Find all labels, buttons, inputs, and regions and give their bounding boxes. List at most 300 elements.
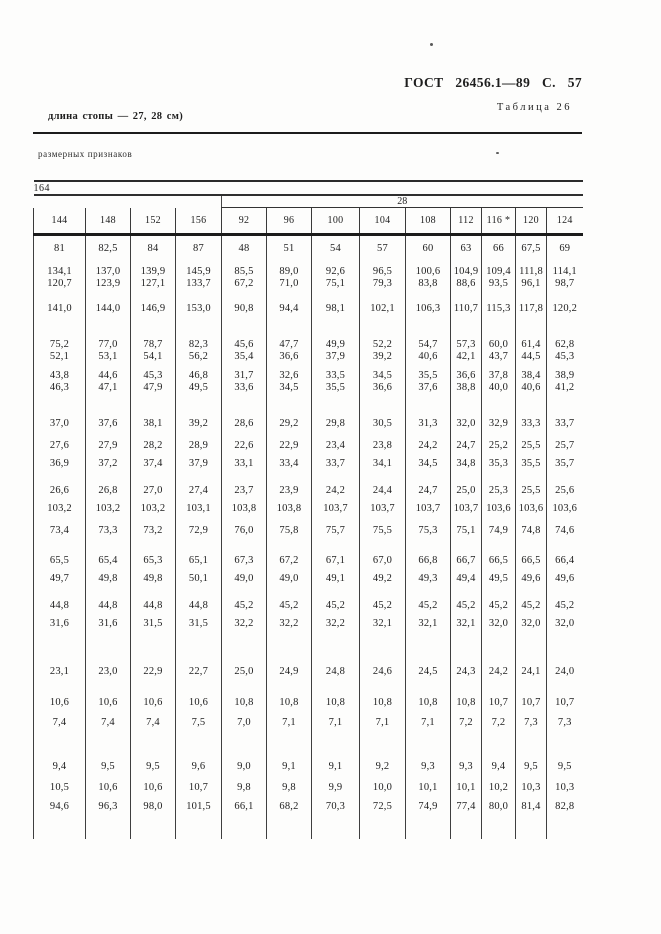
table-cell: 43,7 <box>482 351 516 363</box>
table-cell: 123,9 <box>86 278 131 290</box>
table-cell: 32,1 <box>451 612 482 630</box>
table-cell: 27,6 <box>34 430 86 452</box>
table-cell: 65,3 <box>131 537 176 567</box>
table-cell: 62,8 <box>547 315 583 351</box>
table-cell: 144,0 <box>86 290 131 315</box>
table-cell: 25,7 <box>547 430 583 452</box>
table-cell: 85,5 <box>222 255 267 278</box>
table-cell: 26,8 <box>86 470 131 497</box>
table-cell: 32,1 <box>406 612 451 630</box>
table-cell: 67,3 <box>222 537 267 567</box>
table-cell: 10,2 <box>482 773 516 794</box>
table-cell: 10,8 <box>360 678 406 709</box>
table-cell: 38,8 <box>451 382 482 394</box>
table-cell: 35,4 <box>222 351 267 363</box>
table-cell: 37,6 <box>86 394 131 430</box>
column-header-row <box>34 208 583 235</box>
table-cell: 60,0 <box>482 315 516 351</box>
table-cell: 25,5 <box>516 430 547 452</box>
table-cell: 74,9 <box>482 515 516 537</box>
table-cell: 47,9 <box>131 382 176 394</box>
table-cell: 133,7 <box>176 278 222 290</box>
table-cell: 33,7 <box>547 394 583 430</box>
table-row <box>34 363 583 382</box>
table-cell: 9,5 <box>131 729 176 773</box>
table-cell: 98,0 <box>131 794 176 813</box>
table-cell: 33,7 <box>312 452 360 470</box>
table-cell: 27,0 <box>131 470 176 497</box>
table-cell: 28,6 <box>222 394 267 430</box>
table-cell: 100,6 <box>406 255 451 278</box>
table-cell: 35,5 <box>516 452 547 470</box>
table-cell: 103,6 <box>547 497 583 515</box>
table-cell: 50,1 <box>176 567 222 585</box>
table-cell: 101,5 <box>176 794 222 813</box>
table-cell-empty <box>312 813 360 839</box>
table-cell: 22,9 <box>131 630 176 678</box>
table-cell: 82,5 <box>86 235 131 256</box>
table-cell: 103,8 <box>222 497 267 515</box>
table-cell: 31,5 <box>131 612 176 630</box>
table-cell: 47,7 <box>267 315 312 351</box>
table-cell: 96,5 <box>360 255 406 278</box>
table-cell: 9,4 <box>482 729 516 773</box>
table-cell: 24,1 <box>516 630 547 678</box>
table-cell: 52,1 <box>34 351 86 363</box>
table-cell: 114,1 <box>547 255 583 278</box>
table-cell: 10,0 <box>360 773 406 794</box>
table-cell: 47,1 <box>86 382 131 394</box>
table-cell: 23,1 <box>34 630 86 678</box>
table-cell: 117,8 <box>516 290 547 315</box>
table-cell: 69 <box>547 235 583 256</box>
table-cell: 24,6 <box>360 630 406 678</box>
table-cell: 24,9 <box>267 630 312 678</box>
table-cell-empty <box>86 813 131 839</box>
span-header-row-height <box>34 181 583 195</box>
table-cell: 65,5 <box>34 537 86 567</box>
table-cell: 120,7 <box>34 278 86 290</box>
table-cell: 109,4 <box>482 255 516 278</box>
column-header-120: 120 <box>516 208 547 235</box>
column-header-144: 144 <box>34 208 86 235</box>
table-cell: 72,5 <box>360 794 406 813</box>
table-cell: 24,0 <box>547 630 583 678</box>
table-cell: 49,8 <box>86 567 131 585</box>
table-cell: 32,2 <box>267 612 312 630</box>
table-cell: 42,1 <box>451 351 482 363</box>
table-cell: 10,8 <box>312 678 360 709</box>
table-cell: 23,0 <box>86 630 131 678</box>
table-cell: 7,2 <box>482 709 516 729</box>
table-cell: 45,6 <box>222 315 267 351</box>
table-cell: 94,4 <box>267 290 312 315</box>
table-cell: 103,7 <box>360 497 406 515</box>
table-cell: 103,7 <box>406 497 451 515</box>
table-cell: 141,0 <box>34 290 86 315</box>
table-row <box>34 794 583 813</box>
table-cell: 88,6 <box>451 278 482 290</box>
table-cell: 10,1 <box>451 773 482 794</box>
table-cell: 9,5 <box>516 729 547 773</box>
table-cell: 63 <box>451 235 482 256</box>
table-cell: 7,4 <box>86 709 131 729</box>
table-row <box>34 729 583 773</box>
table-cell: 49,5 <box>482 567 516 585</box>
table-cell: 10,6 <box>131 678 176 709</box>
table-cell: 153,0 <box>176 290 222 315</box>
span-header-28: 28 <box>222 195 583 208</box>
table-cell: 40,6 <box>516 382 547 394</box>
table-cell: 74,9 <box>406 794 451 813</box>
table-cell: 37,9 <box>176 452 222 470</box>
table-cell: 9,4 <box>34 729 86 773</box>
table-row <box>34 773 583 794</box>
table-cell: 44,8 <box>86 585 131 612</box>
table-cell: 25,0 <box>222 630 267 678</box>
table-cell: 30,5 <box>360 394 406 430</box>
table-cell-empty <box>516 813 547 839</box>
table-cell: 77,0 <box>86 315 131 351</box>
gost-page-header: ГОСТ 26456.1—89 С. 57 <box>404 75 582 90</box>
table-cell: 32,2 <box>222 612 267 630</box>
table-cell: 51 <box>267 235 312 256</box>
table-cell: 57,3 <box>451 315 482 351</box>
table-cell: 7,5 <box>176 709 222 729</box>
table-cell: 10,7 <box>482 678 516 709</box>
table-cell: 45,2 <box>312 585 360 612</box>
table-cell: 31,5 <box>176 612 222 630</box>
table-cell: 120,2 <box>547 290 583 315</box>
table-cell: 31,3 <box>406 394 451 430</box>
table-cell: 34,1 <box>360 452 406 470</box>
table-cell: 48 <box>222 235 267 256</box>
table-cell: 31,7 <box>222 363 267 382</box>
table-cell: 45,2 <box>451 585 482 612</box>
span-header-empty <box>34 195 222 208</box>
table-cell: 57 <box>360 235 406 256</box>
table-cell: 103,1 <box>176 497 222 515</box>
table-cell: 7,1 <box>360 709 406 729</box>
table-cell: 103,7 <box>451 497 482 515</box>
table-cell-empty <box>360 813 406 839</box>
table-cell: 84 <box>131 235 176 256</box>
table-cell: 7,3 <box>516 709 547 729</box>
table-cell: 35,3 <box>482 452 516 470</box>
table-row <box>34 709 583 729</box>
table-cell: 65,4 <box>86 537 131 567</box>
table-cell: 9,6 <box>176 729 222 773</box>
table-cell: 75,1 <box>451 515 482 537</box>
table-cell: 103,6 <box>516 497 547 515</box>
table-cell: 145,9 <box>176 255 222 278</box>
table-cell: 79,3 <box>360 278 406 290</box>
table-cell: 106,3 <box>406 290 451 315</box>
table-cell: 7,4 <box>34 709 86 729</box>
table-cell: 45,2 <box>406 585 451 612</box>
table-cell: 93,5 <box>482 278 516 290</box>
table-cell: 82,8 <box>547 794 583 813</box>
column-header-152: 152 <box>131 208 176 235</box>
table-cell: 34,5 <box>406 452 451 470</box>
table-row <box>34 470 583 497</box>
table-cell: 24,2 <box>312 470 360 497</box>
scan-speck <box>496 152 499 154</box>
table-cell: 67,2 <box>222 278 267 290</box>
table-cell: 9,9 <box>312 773 360 794</box>
table-cell: 29,8 <box>312 394 360 430</box>
table-cell: 37,6 <box>406 382 451 394</box>
table-cell-empty <box>34 813 86 839</box>
table-cell: 37,0 <box>34 394 86 430</box>
table-cell: 111,8 <box>516 255 547 278</box>
table-cell: 49,8 <box>131 567 176 585</box>
table-cell: 45,2 <box>267 585 312 612</box>
table-cell: 67,2 <box>267 537 312 567</box>
table-cell: 23,8 <box>360 430 406 452</box>
table-row <box>34 537 583 567</box>
table-cell: 9,5 <box>547 729 583 773</box>
table-cell: 44,8 <box>176 585 222 612</box>
table-cell: 32,0 <box>547 612 583 630</box>
column-header-92: 92 <box>222 208 267 235</box>
table-cell: 66,1 <box>222 794 267 813</box>
table-cell: 137,0 <box>86 255 131 278</box>
column-header-124: 124 <box>547 208 583 235</box>
table-row <box>34 430 583 452</box>
table-cell: 89,0 <box>267 255 312 278</box>
table-cell: 49,9 <box>312 315 360 351</box>
table-cell: 34,5 <box>267 382 312 394</box>
table-cell: 10,7 <box>516 678 547 709</box>
table-cell: 134,1 <box>34 255 86 278</box>
table-cell: 38,1 <box>131 394 176 430</box>
table-cell: 10,5 <box>34 773 86 794</box>
table-cell: 38,9 <box>547 363 583 382</box>
table-row <box>34 290 583 315</box>
table-cell: 7,1 <box>406 709 451 729</box>
table-cell: 52,2 <box>360 315 406 351</box>
table-cell: 7,3 <box>547 709 583 729</box>
table-cell: 75,3 <box>406 515 451 537</box>
table-cell: 10,1 <box>406 773 451 794</box>
table-cell-empty <box>482 813 516 839</box>
table-cell: 33,1 <box>222 452 267 470</box>
table-cell: 10,6 <box>34 678 86 709</box>
table-cell: 24,2 <box>482 630 516 678</box>
table-cell: 44,5 <box>516 351 547 363</box>
table-cell: 127,1 <box>131 278 176 290</box>
table-cell: 24,5 <box>406 630 451 678</box>
scan-speck <box>430 43 433 46</box>
table-cell: 74,6 <box>547 515 583 537</box>
table-cell: 103,2 <box>131 497 176 515</box>
table-cell: 49,2 <box>360 567 406 585</box>
table-cell: 44,6 <box>86 363 131 382</box>
table-cell: 32,0 <box>482 612 516 630</box>
table-cell: 23,4 <box>312 430 360 452</box>
table-cell: 10,7 <box>547 678 583 709</box>
table-cell: 10,6 <box>86 773 131 794</box>
table-cell: 7,1 <box>312 709 360 729</box>
table-cell: 32,1 <box>360 612 406 630</box>
table-cell: 10,6 <box>86 678 131 709</box>
table-cell: 104,9 <box>451 255 482 278</box>
table-cell: 103,7 <box>312 497 360 515</box>
table-cell-empty <box>451 813 482 839</box>
table-cell: 73,2 <box>131 515 176 537</box>
table-cell: 49,4 <box>451 567 482 585</box>
table-cell: 66,5 <box>482 537 516 567</box>
table-caption: Таблица 26 <box>496 102 572 113</box>
table-cell: 73,3 <box>86 515 131 537</box>
table-cell: 96,1 <box>516 278 547 290</box>
table-cell: 49,6 <box>547 567 583 585</box>
table-cell: 10,6 <box>131 773 176 794</box>
table-cell: 36,6 <box>360 382 406 394</box>
table-cell-empty <box>176 813 222 839</box>
table-cell: 34,8 <box>451 452 482 470</box>
table-row <box>34 630 583 678</box>
table-cell: 23,9 <box>267 470 312 497</box>
table-cell: 28,9 <box>176 430 222 452</box>
table-cell: 24,2 <box>406 430 451 452</box>
table-cell: 56,2 <box>176 351 222 363</box>
table-cell: 39,2 <box>176 394 222 430</box>
table-cell: 66,5 <box>516 537 547 567</box>
column-note-fragment: размерных признаков <box>38 149 133 159</box>
table-cell: 28,2 <box>131 430 176 452</box>
table-cell: 44,8 <box>131 585 176 612</box>
table-cell-empty <box>222 813 267 839</box>
table-cell: 103,2 <box>86 497 131 515</box>
table-row <box>34 515 583 537</box>
table-cell: 25,6 <box>547 470 583 497</box>
table-cell: 65,1 <box>176 537 222 567</box>
table-cell: 25,0 <box>451 470 482 497</box>
table-cell: 76,0 <box>222 515 267 537</box>
table-cell: 35,5 <box>312 382 360 394</box>
table-cell-empty <box>131 813 176 839</box>
table-cell: 33,4 <box>267 452 312 470</box>
table-cell: 87 <box>176 235 222 256</box>
table-cell-empty <box>406 813 451 839</box>
column-header-100: 100 <box>312 208 360 235</box>
table-cell: 72,9 <box>176 515 222 537</box>
table-cell: 22,9 <box>267 430 312 452</box>
table-cell: 25,5 <box>516 470 547 497</box>
table-cell: 75,1 <box>312 278 360 290</box>
table-cell: 60 <box>406 235 451 256</box>
table-cell: 32,0 <box>451 394 482 430</box>
table-title-fragment: длина стопы — 27, 28 см) <box>48 111 183 122</box>
table-cell: 10,8 <box>406 678 451 709</box>
table-cell: 71,0 <box>267 278 312 290</box>
table-cell: 33,6 <box>222 382 267 394</box>
table-cell: 75,8 <box>267 515 312 537</box>
table-cell: 44,8 <box>34 585 86 612</box>
table-cell-empty <box>267 813 312 839</box>
table-cell: 9,5 <box>86 729 131 773</box>
table-cell: 66,7 <box>451 537 482 567</box>
table-cell: 26,6 <box>34 470 86 497</box>
table-row <box>34 382 583 394</box>
table-cell: 81,4 <box>516 794 547 813</box>
table-cell: 77,4 <box>451 794 482 813</box>
table-row <box>34 278 583 290</box>
table-cell: 103,8 <box>267 497 312 515</box>
table-cell: 40,6 <box>406 351 451 363</box>
table-cell: 81 <box>34 235 86 256</box>
table-row <box>34 585 583 612</box>
table-cell: 66,4 <box>547 537 583 567</box>
table-cell: 37,4 <box>131 452 176 470</box>
table-cell: 49,1 <box>312 567 360 585</box>
table-cell: 49,0 <box>222 567 267 585</box>
table-cell: 10,6 <box>176 678 222 709</box>
table-cell: 22,6 <box>222 430 267 452</box>
table-cell: 46,3 <box>34 382 86 394</box>
table-cell: 7,4 <box>131 709 176 729</box>
table-row <box>34 235 583 256</box>
table-cell: 9,1 <box>312 729 360 773</box>
table-cell: 49,3 <box>406 567 451 585</box>
table-cell: 24,3 <box>451 630 482 678</box>
table-cell: 94,6 <box>34 794 86 813</box>
table-cell: 9,2 <box>360 729 406 773</box>
table-cell: 146,9 <box>131 290 176 315</box>
table-cell: 66 <box>482 235 516 256</box>
table-row <box>34 351 583 363</box>
table-cell: 32,0 <box>516 612 547 630</box>
table-cell: 92,6 <box>312 255 360 278</box>
table-cell: 35,7 <box>547 452 583 470</box>
table-cell: 10,3 <box>547 773 583 794</box>
table-cell: 24,4 <box>360 470 406 497</box>
table-cell: 66,8 <box>406 537 451 567</box>
table-cell: 54,1 <box>131 351 176 363</box>
table-cell: 9,3 <box>406 729 451 773</box>
table-cell: 103,2 <box>34 497 86 515</box>
table-cell: 25,2 <box>482 430 516 452</box>
table-cell: 37,9 <box>312 351 360 363</box>
table-cell: 45,2 <box>516 585 547 612</box>
table-cell: 45,2 <box>222 585 267 612</box>
measurement-table <box>33 180 583 839</box>
table-cell: 67,5 <box>516 235 547 256</box>
table-cell: 32,2 <box>312 612 360 630</box>
table-cell: 7,1 <box>267 709 312 729</box>
table-cell: 10,3 <box>516 773 547 794</box>
table-cell: 78,7 <box>131 315 176 351</box>
table-cell: 25,3 <box>482 470 516 497</box>
table-cell: 75,2 <box>34 315 86 351</box>
table-row <box>34 567 583 585</box>
table-cell: 49,0 <box>267 567 312 585</box>
table-cell: 110,7 <box>451 290 482 315</box>
table-cell: 46,8 <box>176 363 222 382</box>
table-cell: 40,0 <box>482 382 516 394</box>
table-cell: 102,1 <box>360 290 406 315</box>
column-header-104: 104 <box>360 208 406 235</box>
table-cell: 9,1 <box>267 729 312 773</box>
table-row <box>34 394 583 430</box>
column-header-148: 148 <box>86 208 131 235</box>
table-cell: 39,2 <box>360 351 406 363</box>
table-cell: 74,8 <box>516 515 547 537</box>
table-cell: 27,4 <box>176 470 222 497</box>
table-cell: 38,4 <box>516 363 547 382</box>
